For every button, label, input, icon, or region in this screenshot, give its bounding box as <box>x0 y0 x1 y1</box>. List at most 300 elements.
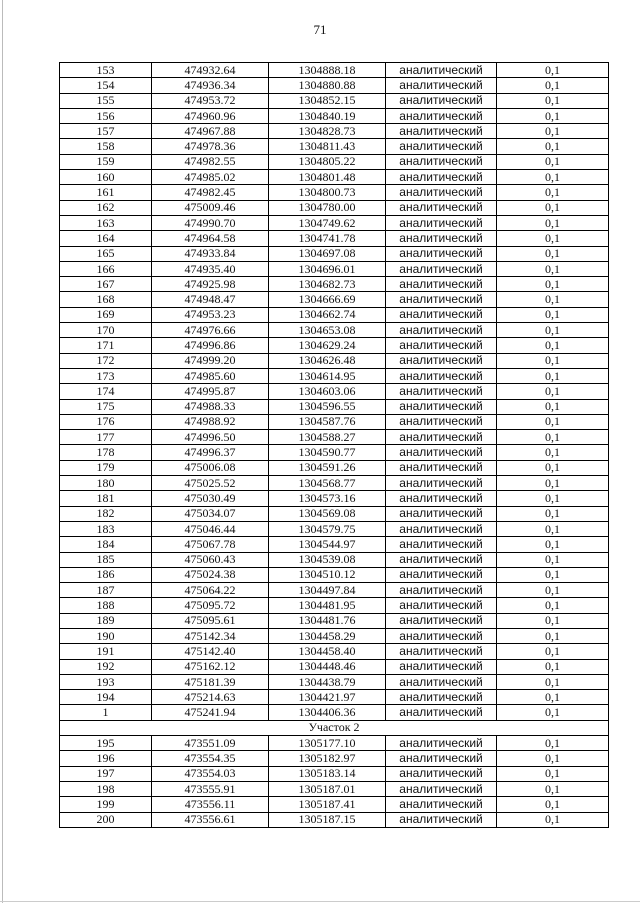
point-number-cell: 174 <box>60 384 152 399</box>
y-coordinate-cell: 1304544.97 <box>269 537 386 552</box>
method-cell: аналитический <box>386 124 497 139</box>
table-row <box>60 215 609 230</box>
method-cell: аналитический <box>386 766 497 781</box>
x-coordinate-cell: 475181.39 <box>152 674 269 689</box>
method-cell: аналитический <box>386 154 497 169</box>
point-number-cell: 193 <box>60 674 152 689</box>
x-coordinate-cell: 474996.50 <box>152 430 269 445</box>
y-coordinate-cell: 1304458.40 <box>269 644 386 659</box>
point-number-cell: 153 <box>60 63 152 78</box>
y-coordinate-cell: 1304510.12 <box>269 567 386 582</box>
x-coordinate-cell: 474988.92 <box>152 414 269 429</box>
table-row <box>60 552 609 567</box>
accuracy-cell: 0,1 <box>497 552 609 567</box>
accuracy-cell: 0,1 <box>497 261 609 276</box>
point-number-cell: 154 <box>60 78 152 93</box>
method-cell: аналитический <box>386 108 497 123</box>
method-cell: аналитический <box>386 521 497 536</box>
table-row <box>60 812 609 827</box>
accuracy-cell: 0,1 <box>497 705 609 720</box>
method-cell: аналитический <box>386 368 497 383</box>
y-coordinate-cell: 1305177.10 <box>269 736 386 751</box>
y-coordinate-cell: 1304682.73 <box>269 277 386 292</box>
method-cell: аналитический <box>386 292 497 307</box>
table-row <box>60 567 609 582</box>
point-number-cell: 167 <box>60 277 152 292</box>
page-number: 71 <box>313 22 327 37</box>
accuracy-cell: 0,1 <box>497 93 609 108</box>
point-number-cell: 189 <box>60 613 152 628</box>
point-number-cell: 165 <box>60 246 152 261</box>
accuracy-cell: 0,1 <box>497 567 609 582</box>
table-row <box>60 766 609 781</box>
method-cell: аналитический <box>386 231 497 246</box>
x-coordinate-cell: 475034.07 <box>152 506 269 521</box>
accuracy-cell: 0,1 <box>497 766 609 781</box>
accuracy-cell: 0,1 <box>497 215 609 230</box>
accuracy-cell: 0,1 <box>497 108 609 123</box>
point-number-cell: 190 <box>60 628 152 643</box>
x-coordinate-cell: 474996.86 <box>152 338 269 353</box>
point-number-cell: 175 <box>60 399 152 414</box>
y-coordinate-cell: 1305187.01 <box>269 781 386 796</box>
method-cell: аналитический <box>386 506 497 521</box>
method-cell: аналитический <box>386 797 497 812</box>
y-coordinate-cell: 1304568.77 <box>269 476 386 491</box>
point-number-cell: 162 <box>60 200 152 215</box>
accuracy-cell: 0,1 <box>497 476 609 491</box>
accuracy-cell: 0,1 <box>497 690 609 705</box>
y-coordinate-cell: 1304888.18 <box>269 63 386 78</box>
point-number-cell: 158 <box>60 139 152 154</box>
method-cell: аналитический <box>386 659 497 674</box>
table-row <box>60 261 609 276</box>
table-row <box>60 674 609 689</box>
y-coordinate-cell: 1304741.78 <box>269 231 386 246</box>
table-row <box>60 583 609 598</box>
table-row <box>60 185 609 200</box>
y-coordinate-cell: 1304780.00 <box>269 200 386 215</box>
table-row <box>60 307 609 322</box>
y-coordinate-cell: 1304591.26 <box>269 460 386 475</box>
y-coordinate-cell: 1304448.46 <box>269 659 386 674</box>
x-coordinate-cell: 474932.64 <box>152 63 269 78</box>
x-coordinate-cell: 475162.12 <box>152 659 269 674</box>
accuracy-cell: 0,1 <box>497 185 609 200</box>
accuracy-cell: 0,1 <box>497 307 609 322</box>
accuracy-cell: 0,1 <box>497 659 609 674</box>
accuracy-cell: 0,1 <box>497 292 609 307</box>
method-cell: аналитический <box>386 613 497 628</box>
method-cell: аналитический <box>386 185 497 200</box>
table-row <box>60 736 609 751</box>
point-number-cell: 185 <box>60 552 152 567</box>
table-row <box>60 797 609 812</box>
method-cell: аналитический <box>386 307 497 322</box>
accuracy-cell: 0,1 <box>497 812 609 827</box>
accuracy-cell: 0,1 <box>497 384 609 399</box>
x-coordinate-cell: 473556.61 <box>152 812 269 827</box>
table-row <box>60 751 609 766</box>
point-number-cell: 155 <box>60 93 152 108</box>
table-row <box>60 521 609 536</box>
accuracy-cell: 0,1 <box>497 521 609 536</box>
point-number-cell: 156 <box>60 108 152 123</box>
x-coordinate-cell: 474999.20 <box>152 353 269 368</box>
accuracy-cell: 0,1 <box>497 368 609 383</box>
method-cell: аналитический <box>386 445 497 460</box>
method-cell: аналитический <box>386 644 497 659</box>
table-row <box>60 476 609 491</box>
y-coordinate-cell: 1304805.22 <box>269 154 386 169</box>
x-coordinate-cell: 474976.66 <box>152 323 269 338</box>
y-coordinate-cell: 1304438.79 <box>269 674 386 689</box>
section-row <box>60 720 609 735</box>
coordinates-table <box>59 62 609 828</box>
table-row <box>60 613 609 628</box>
method-cell: аналитический <box>386 246 497 261</box>
method-cell: аналитический <box>386 277 497 292</box>
y-coordinate-cell: 1304800.73 <box>269 185 386 200</box>
method-cell: аналитический <box>386 781 497 796</box>
y-coordinate-cell: 1304662.74 <box>269 307 386 322</box>
table-row <box>60 200 609 215</box>
x-coordinate-cell: 475095.72 <box>152 598 269 613</box>
accuracy-cell: 0,1 <box>497 537 609 552</box>
x-coordinate-cell: 473555.91 <box>152 781 269 796</box>
method-cell: аналитический <box>386 139 497 154</box>
y-coordinate-cell: 1304696.01 <box>269 261 386 276</box>
table-row <box>60 460 609 475</box>
y-coordinate-cell: 1304569.08 <box>269 506 386 521</box>
point-number-cell: 195 <box>60 736 152 751</box>
x-coordinate-cell: 475030.49 <box>152 491 269 506</box>
table-row <box>60 154 609 169</box>
x-coordinate-cell: 475214.63 <box>152 690 269 705</box>
x-coordinate-cell: 473554.03 <box>152 766 269 781</box>
table-row <box>60 170 609 185</box>
x-coordinate-cell: 474935.40 <box>152 261 269 276</box>
method-cell: аналитический <box>386 170 497 185</box>
y-coordinate-cell: 1304666.69 <box>269 292 386 307</box>
point-number-cell: 183 <box>60 521 152 536</box>
table-row <box>60 659 609 674</box>
scan-edge-bottom <box>0 901 640 902</box>
point-number-cell: 157 <box>60 124 152 139</box>
x-coordinate-cell: 475142.34 <box>152 628 269 643</box>
y-coordinate-cell: 1304603.06 <box>269 384 386 399</box>
accuracy-cell: 0,1 <box>497 246 609 261</box>
method-cell: аналитический <box>386 567 497 582</box>
y-coordinate-cell: 1304481.95 <box>269 598 386 613</box>
method-cell: аналитический <box>386 736 497 751</box>
method-cell: аналитический <box>386 583 497 598</box>
x-coordinate-cell: 475095.61 <box>152 613 269 628</box>
point-number-cell: 188 <box>60 598 152 613</box>
accuracy-cell: 0,1 <box>497 170 609 185</box>
x-coordinate-cell: 475064.22 <box>152 583 269 598</box>
x-coordinate-cell: 475006.08 <box>152 460 269 475</box>
point-number-cell: 166 <box>60 261 152 276</box>
method-cell: аналитический <box>386 200 497 215</box>
x-coordinate-cell: 475009.46 <box>152 200 269 215</box>
x-coordinate-cell: 474982.45 <box>152 185 269 200</box>
method-cell: аналитический <box>386 537 497 552</box>
x-coordinate-cell: 474990.70 <box>152 215 269 230</box>
table-row <box>60 93 609 108</box>
method-cell: аналитический <box>386 812 497 827</box>
scan-edge-left <box>2 0 3 903</box>
method-cell: аналитический <box>386 384 497 399</box>
point-number-cell: 192 <box>60 659 152 674</box>
y-coordinate-cell: 1304421.97 <box>269 690 386 705</box>
x-coordinate-cell: 475067.78 <box>152 537 269 552</box>
x-coordinate-cell: 473554.35 <box>152 751 269 766</box>
accuracy-cell: 0,1 <box>497 277 609 292</box>
table-row <box>60 292 609 307</box>
table-row <box>60 690 609 705</box>
accuracy-cell: 0,1 <box>497 200 609 215</box>
accuracy-cell: 0,1 <box>497 751 609 766</box>
method-cell: аналитический <box>386 491 497 506</box>
method-cell: аналитический <box>386 323 497 338</box>
x-coordinate-cell: 473551.09 <box>152 736 269 751</box>
table-row <box>60 598 609 613</box>
table-row <box>60 246 609 261</box>
x-coordinate-cell: 475060.43 <box>152 552 269 567</box>
point-number-cell: 170 <box>60 323 152 338</box>
table-row <box>60 705 609 720</box>
accuracy-cell: 0,1 <box>497 781 609 796</box>
point-number-cell: 197 <box>60 766 152 781</box>
x-coordinate-cell: 474964.58 <box>152 231 269 246</box>
x-coordinate-cell: 474995.87 <box>152 384 269 399</box>
y-coordinate-cell: 1305183.14 <box>269 766 386 781</box>
method-cell: аналитический <box>386 705 497 720</box>
y-coordinate-cell: 1304458.29 <box>269 628 386 643</box>
y-coordinate-cell: 1304880.88 <box>269 78 386 93</box>
table-row <box>60 644 609 659</box>
x-coordinate-cell: 475241.94 <box>152 705 269 720</box>
accuracy-cell: 0,1 <box>497 338 609 353</box>
point-number-cell: 173 <box>60 368 152 383</box>
method-cell: аналитический <box>386 628 497 643</box>
accuracy-cell: 0,1 <box>497 674 609 689</box>
x-coordinate-cell: 474982.55 <box>152 154 269 169</box>
table-row <box>60 63 609 78</box>
table-row <box>60 430 609 445</box>
table-row <box>60 323 609 338</box>
x-coordinate-cell: 474988.33 <box>152 399 269 414</box>
method-cell: аналитический <box>386 399 497 414</box>
y-coordinate-cell: 1305187.41 <box>269 797 386 812</box>
accuracy-cell: 0,1 <box>497 430 609 445</box>
point-number-cell: 191 <box>60 644 152 659</box>
point-number-cell: 178 <box>60 445 152 460</box>
method-cell: аналитический <box>386 338 497 353</box>
point-number-cell: 171 <box>60 338 152 353</box>
method-cell: аналитический <box>386 93 497 108</box>
method-cell: аналитический <box>386 215 497 230</box>
point-number-cell: 187 <box>60 583 152 598</box>
accuracy-cell: 0,1 <box>497 78 609 93</box>
table-row <box>60 78 609 93</box>
x-coordinate-cell: 475024.38 <box>152 567 269 582</box>
x-coordinate-cell: 475142.40 <box>152 644 269 659</box>
accuracy-cell: 0,1 <box>497 491 609 506</box>
x-coordinate-cell: 474985.60 <box>152 368 269 383</box>
point-number-cell: 159 <box>60 154 152 169</box>
accuracy-cell: 0,1 <box>497 445 609 460</box>
method-cell: аналитический <box>386 78 497 93</box>
table-row <box>60 537 609 552</box>
accuracy-cell: 0,1 <box>497 736 609 751</box>
x-coordinate-cell: 474960.96 <box>152 108 269 123</box>
table-row <box>60 231 609 246</box>
point-number-cell: 172 <box>60 353 152 368</box>
accuracy-cell: 0,1 <box>497 124 609 139</box>
accuracy-cell: 0,1 <box>497 323 609 338</box>
table-row <box>60 445 609 460</box>
accuracy-cell: 0,1 <box>497 628 609 643</box>
x-coordinate-cell: 474996.37 <box>152 445 269 460</box>
y-coordinate-cell: 1304596.55 <box>269 399 386 414</box>
point-number-cell: 161 <box>60 185 152 200</box>
accuracy-cell: 0,1 <box>497 139 609 154</box>
method-cell: аналитический <box>386 751 497 766</box>
table-row <box>60 384 609 399</box>
point-number-cell: 180 <box>60 476 152 491</box>
method-cell: аналитический <box>386 460 497 475</box>
point-number-cell: 181 <box>60 491 152 506</box>
y-coordinate-cell: 1304801.48 <box>269 170 386 185</box>
y-coordinate-cell: 1304590.77 <box>269 445 386 460</box>
method-cell: аналитический <box>386 690 497 705</box>
method-cell: аналитический <box>386 430 497 445</box>
method-cell: аналитический <box>386 476 497 491</box>
y-coordinate-cell: 1304749.62 <box>269 215 386 230</box>
x-coordinate-cell: 474978.36 <box>152 139 269 154</box>
y-coordinate-cell: 1304629.24 <box>269 338 386 353</box>
table-row <box>60 139 609 154</box>
table-row <box>60 124 609 139</box>
accuracy-cell: 0,1 <box>497 414 609 429</box>
method-cell: аналитический <box>386 63 497 78</box>
y-coordinate-cell: 1304852.15 <box>269 93 386 108</box>
section-title: Участок 2 <box>60 720 609 735</box>
x-coordinate-cell: 474933.84 <box>152 246 269 261</box>
method-cell: аналитический <box>386 414 497 429</box>
x-coordinate-cell: 474925.98 <box>152 277 269 292</box>
point-number-cell: 169 <box>60 307 152 322</box>
table-row <box>60 108 609 123</box>
y-coordinate-cell: 1304828.73 <box>269 124 386 139</box>
method-cell: аналитический <box>386 598 497 613</box>
y-coordinate-cell: 1304579.75 <box>269 521 386 536</box>
table-row <box>60 277 609 292</box>
y-coordinate-cell: 1304481.76 <box>269 613 386 628</box>
point-number-cell: 186 <box>60 567 152 582</box>
y-coordinate-cell: 1304539.08 <box>269 552 386 567</box>
point-number-cell: 177 <box>60 430 152 445</box>
method-cell: аналитический <box>386 674 497 689</box>
table-row <box>60 338 609 353</box>
point-number-cell: 199 <box>60 797 152 812</box>
accuracy-cell: 0,1 <box>497 63 609 78</box>
accuracy-cell: 0,1 <box>497 644 609 659</box>
x-coordinate-cell: 474936.34 <box>152 78 269 93</box>
accuracy-cell: 0,1 <box>497 353 609 368</box>
accuracy-cell: 0,1 <box>497 598 609 613</box>
accuracy-cell: 0,1 <box>497 154 609 169</box>
y-coordinate-cell: 1305187.15 <box>269 812 386 827</box>
point-number-cell: 196 <box>60 751 152 766</box>
y-coordinate-cell: 1305182.97 <box>269 751 386 766</box>
accuracy-cell: 0,1 <box>497 460 609 475</box>
table-row <box>60 506 609 521</box>
x-coordinate-cell: 475025.52 <box>152 476 269 491</box>
point-number-cell: 198 <box>60 781 152 796</box>
table-row <box>60 399 609 414</box>
accuracy-cell: 0,1 <box>497 506 609 521</box>
table-row <box>60 414 609 429</box>
point-number-cell: 164 <box>60 231 152 246</box>
y-coordinate-cell: 1304587.76 <box>269 414 386 429</box>
x-coordinate-cell: 474967.88 <box>152 124 269 139</box>
x-coordinate-cell: 473556.11 <box>152 797 269 812</box>
y-coordinate-cell: 1304573.16 <box>269 491 386 506</box>
y-coordinate-cell: 1304614.95 <box>269 368 386 383</box>
point-number-cell: 160 <box>60 170 152 185</box>
coordinates-table-body <box>60 63 609 828</box>
table-row <box>60 491 609 506</box>
point-number-cell: 179 <box>60 460 152 475</box>
point-number-cell: 200 <box>60 812 152 827</box>
method-cell: аналитический <box>386 552 497 567</box>
point-number-cell: 194 <box>60 690 152 705</box>
table-row <box>60 628 609 643</box>
accuracy-cell: 0,1 <box>497 797 609 812</box>
y-coordinate-cell: 1304588.27 <box>269 430 386 445</box>
point-number-cell: 182 <box>60 506 152 521</box>
y-coordinate-cell: 1304697.08 <box>269 246 386 261</box>
accuracy-cell: 0,1 <box>497 231 609 246</box>
table-row <box>60 353 609 368</box>
y-coordinate-cell: 1304626.48 <box>269 353 386 368</box>
point-number-cell: 176 <box>60 414 152 429</box>
y-coordinate-cell: 1304406.36 <box>269 705 386 720</box>
point-number-cell: 1 <box>60 705 152 720</box>
y-coordinate-cell: 1304840.19 <box>269 108 386 123</box>
accuracy-cell: 0,1 <box>497 583 609 598</box>
x-coordinate-cell: 474953.72 <box>152 93 269 108</box>
point-number-cell: 184 <box>60 537 152 552</box>
accuracy-cell: 0,1 <box>497 399 609 414</box>
x-coordinate-cell: 474948.47 <box>152 292 269 307</box>
x-coordinate-cell: 474953.23 <box>152 307 269 322</box>
point-number-cell: 168 <box>60 292 152 307</box>
y-coordinate-cell: 1304653.08 <box>269 323 386 338</box>
table-row <box>60 781 609 796</box>
point-number-cell: 163 <box>60 215 152 230</box>
table-row <box>60 368 609 383</box>
accuracy-cell: 0,1 <box>497 613 609 628</box>
y-coordinate-cell: 1304811.43 <box>269 139 386 154</box>
method-cell: аналитический <box>386 353 497 368</box>
y-coordinate-cell: 1304497.84 <box>269 583 386 598</box>
method-cell: аналитический <box>386 261 497 276</box>
x-coordinate-cell: 475046.44 <box>152 521 269 536</box>
